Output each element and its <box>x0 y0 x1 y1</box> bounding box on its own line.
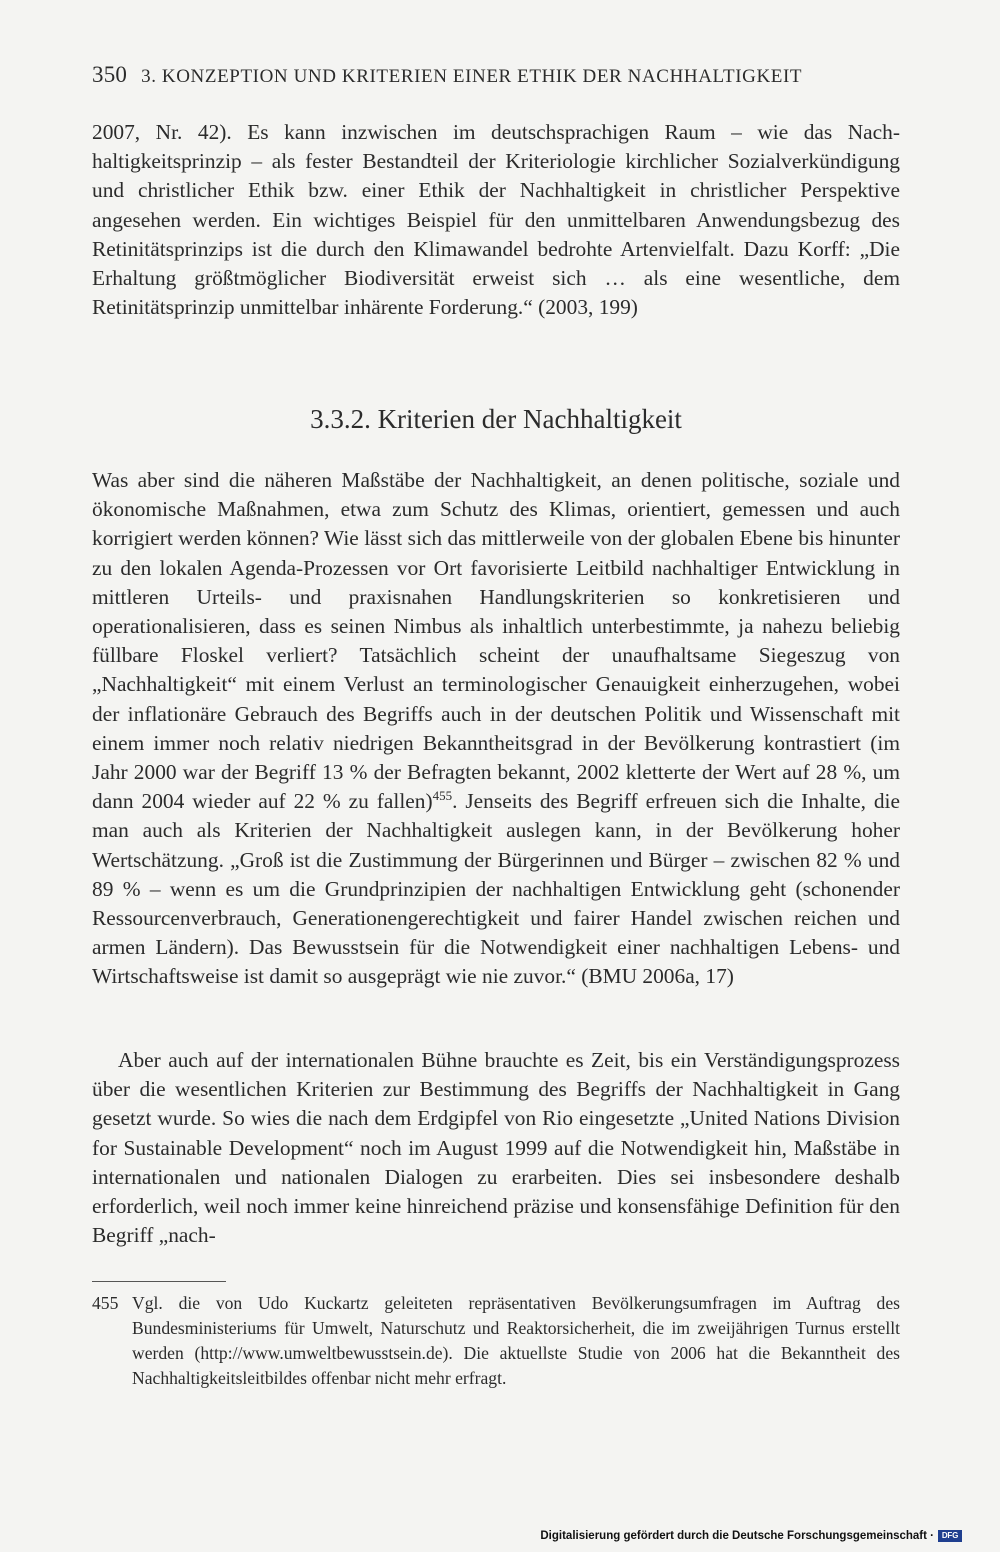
dfg-logo <box>938 1530 962 1542</box>
page-number: 350 <box>92 62 128 87</box>
section-heading: 3.3.2. Kriterien der Nachhaltigkeit <box>310 404 682 434</box>
paragraph-kriterien-part1: Was aber sind die näheren Maßstäbe der Nachhaltigkeit, an denen politische, soziale und ökonomische Maßnahmen, etwa zum Schutz des Klimas, orientiert, gemessen und auch korrigiert werden können? Wie lässt sich das mittlerweile von der globalen Ebene bis hinunter zu den lokalen Agenda-Prozessen vor Ort favorisierte Leitbild nachhaltiger Entwicklung in mittleren Urteils- und praxisnahen Handlungskriterien so konkretisieren und operationalisieren, dass es seinen Nimbus als inhaltlich unterbestimmte, ja nahezu beliebig füllbare Floskel verliert? Tatsächlich scheint der unaufhaltsame Siegeszug von „Nachhaltigkeit“ mit einem Verlust an terminologischer Genauigkeit einherzugehen, wobei der inflationäre Gebrauch des Begriffs auch in der deutschen Politik und Wissenschaft mit einem immer noch relativ niedrigen Bekanntheitsgrad in der Bevölkerung kontrastiert (im Jahr 2000 war der Begriff 13 % der Befragten bekannt, 2002 kletterte der Wert auf 28 %, um dann 2004 wieder auf 22 % zu fallen) <box>92 468 900 814</box>
footnote-reference[interactable]: 455 <box>432 788 453 804</box>
footnote-divider <box>92 1281 226 1282</box>
paragraph-international: Aber auch auf der internationalen Bühne brauchte es Zeit, bis ein Verständigungsprozess über die wesentlichen Kriterien zur Bestimmung des Begriffs der Nachhaltigkeit in Gang gesetzt wurde. So wies die nach dem Erdgipfel von Rio eingesetzte „United Nations Division for Sustainable Development“ noch im August 1999 auf die Notwendigkeit hin, Maßstäbe in internationalen und nationalen Dialogen zu erarbeiten. Dies sei insbesondere deshalb erforderlich, weil noch immer keine hinreichend präzise und konsensfähige Definition für den Begriff „nach- <box>92 1048 900 1248</box>
dfg-logo-text: DFG <box>941 1531 959 1540</box>
running-header <box>92 62 912 88</box>
footnote-text: Vgl. die von Udo Kuckartz geleiteten repräsentativen Bevölkerungsumfragen im Auftrag des Bundesministeriums für Umwelt, Naturschutz und Reaktorsicherheit, die im zweijährigen Turnus erstellt werden (http://www.umweltbewusstsein.de). Die aktuellste Studie von 2006 hat die Bekanntheit des Nachhaltigkeitsleitbildes offenbar nicht mehr erfragt. <box>132 1293 900 1388</box>
digitization-notice <box>540 1530 962 1542</box>
footnote-number: 455 <box>92 1293 119 1313</box>
paragraph-kriterien-part2: . Jenseits des Begriff erfreuen sich die Inhalte, die man auch als Kriterien der Nachhaltigkeit auslegen kann, in der Bevölkerung hoher Wertschätzung. „Groß ist die Zustimmung der Bürgerinnen und Bürger – zwischen 82 % und 89 % – wenn es um die Grundprinzipien der nachhaltigen Entwicklung geht (schonender Ressourcenverbrauch, Generationengerechtigkeit und fairer Handel zwischen reichen und armen Ländern). Das Bewusstsein für die Notwendigkeit einer nachhaltigen Lebens- und Wirtschaftsweise ist damit so ausgeprägt wie nie zuvor.“ (BMU 2006a, 17) <box>92 789 900 989</box>
running-title: 3. KONZEPTION UND KRITERIEN EINER ETHIK DER NACHHALTIGKEIT <box>141 66 803 87</box>
paragraph-retinitaet: 2007, Nr. 42). Es kann inzwischen im deutschsprachigen Raum – wie das Nachhaltigkeitsprinzip – als fester Bestandteil der Kriteriologie kirchlicher Sozialverkündigung und christlicher Ethik bzw. einer Ethik der Nachhaltigkeit in christlicher Perspektive angesehen werden. Ein wichtiges Beispiel für den unmittelbaren Anwendungsbezug des Retinitätsprinzips ist die durch den Klimawandel bedrohte Artenvielfalt. Dazu Korff: „Die Erhaltung größtmöglicher Biodiversität erweist sich … als eine wesentliche, dem Retinitätsprinzip unmittelbar inhärente Forderung.“ (2003, 199) <box>92 120 900 320</box>
footnote <box>92 1291 900 1391</box>
digitization-text: Digitalisierung gefördert durch die Deutsche Forschungsgemeinschaft · <box>540 1530 934 1542</box>
paragraph-kriterien <box>92 466 900 992</box>
